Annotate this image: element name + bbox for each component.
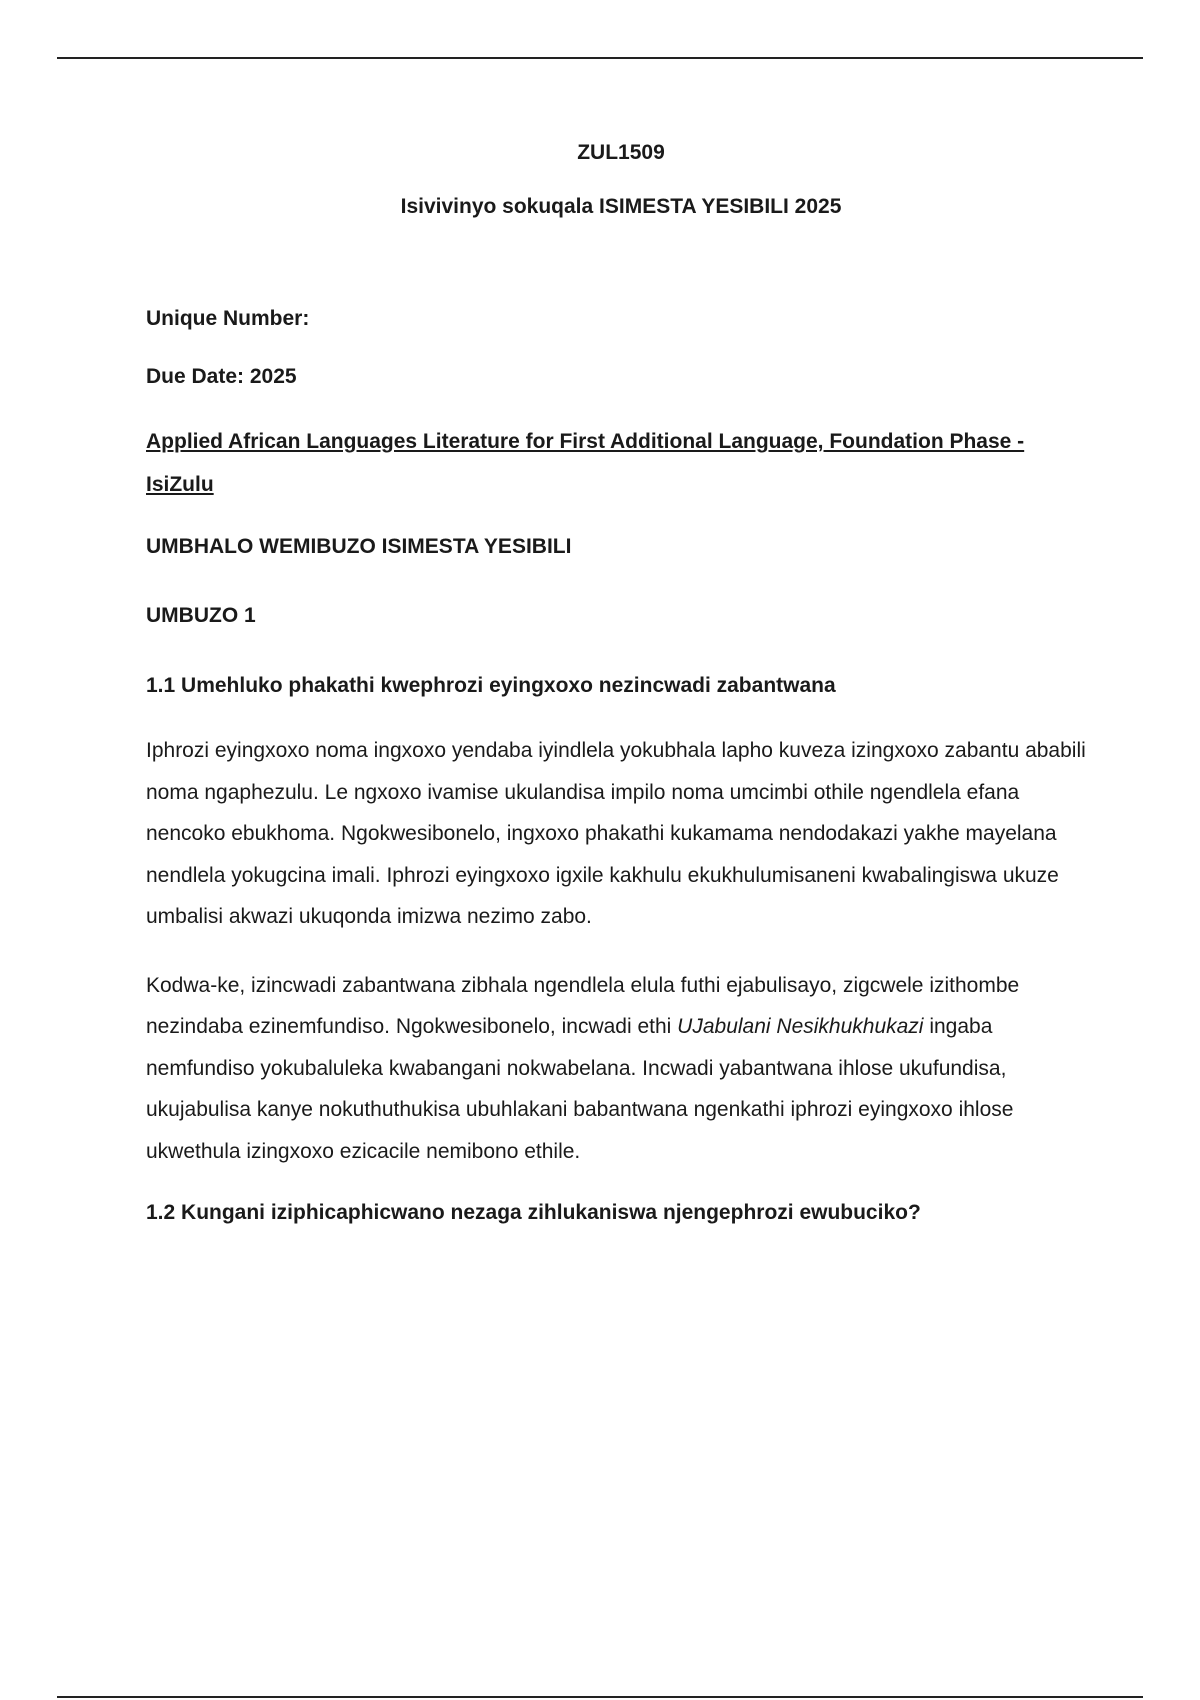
question-heading: UMBUZO 1	[146, 603, 256, 627]
paragraph-2-text-before: Kodwa-ke, izincwadi zabantwana zibhala ngendlela elula futhi ejabulisayo, zigcwele izithombe nezindaba ezinemfundiso. Ngokwesibonelo, incwadi ethi	[146, 973, 1020, 1039]
course-title: Applied African Languages Literature for First Additional Language, Foundation Phase - IsiZulu	[146, 429, 1025, 496]
unique-number-label: Unique Number:	[146, 307, 310, 331]
section-heading: UMBHALO WEMIBUZO ISIMESTA YESIBILI	[146, 534, 572, 558]
question-1-1-paragraph-2	[146, 965, 1096, 1173]
top-divider	[57, 57, 1143, 59]
course-code: ZUL1509	[577, 141, 665, 164]
due-date-label: Due Date: 2025	[146, 364, 297, 388]
question-1-2-heading: 1.2 Kungani iziphicaphicwano nezaga zihlukaniswa njengephrozi ewubuciko?	[146, 1201, 921, 1225]
book-title: UJabulani Nesikhukhukazi	[677, 1015, 924, 1039]
assignment-title: Isivivinyo sokuqala ISIMESTA YESIBILI 2025	[400, 195, 842, 219]
document-page	[146, 140, 1096, 1226]
paragraph-2-text-after: ingaba nemfundiso yokubaluleka kwabangani nokwabelana. Incwadi yabantwana ihlose ukufundisa, ukujabulisa kanye nokuthuthukisa ubuhlakani babantwana ngenkathi iphrozi eyingxoxo ihlose ukwethula izingxoxo ezicacile nemibono ethile.	[146, 1015, 1014, 1163]
bottom-divider	[57, 1696, 1143, 1698]
question-1-1-paragraph-1: Iphrozi eyingxoxo noma ingxoxo yendaba iyindlela yokubhala lapho kuveza izingxoxo zabantu ababili noma ngaphezulu. Le ngxoxo ivamise ukulandisa impilo noma umcimbi othile ngendlela efana nencoko ebukhoma. Ngokwesibonelo, ingxoxo phakathi kukamama nendodakazi yakhe mayelana nendlela yokugcina imali. Iphrozi eyingxoxo igxile kakhulu ekukhulumisaneni kwabalingiswa ukuze umbalisi akwazi ukuqonda imizwa nezimo zabo.	[146, 739, 1086, 929]
question-1-1-heading: 1.1 Umehluko phakathi kwephrozi eyingxoxo nezincwadi zabantwana	[146, 674, 836, 698]
